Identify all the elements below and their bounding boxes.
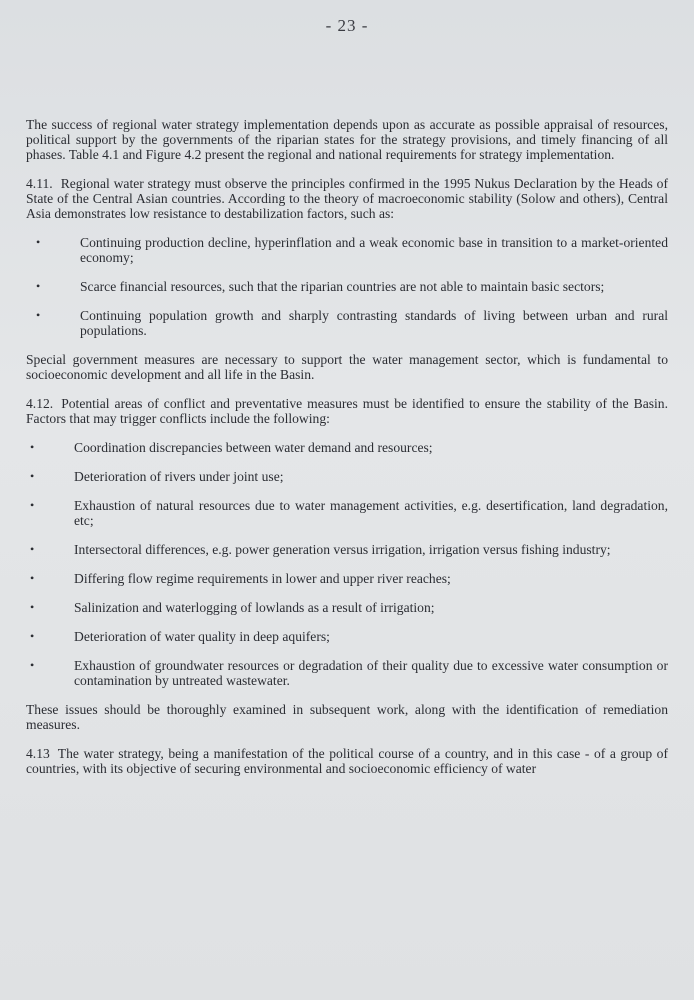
section-number: 4.13 [26, 746, 50, 761]
section-4-11 [26, 176, 668, 221]
list-item-text: Differing flow regime requirements in lower and upper river reaches; [74, 571, 451, 586]
bullet-list-4-12 [26, 440, 668, 688]
list-item [26, 440, 668, 455]
list-item [32, 235, 668, 265]
list-item-text: Continuing production decline, hyperinflation and a weak economic base in transition to a market-oriented economy; [80, 235, 668, 265]
bullet-icon: • [30, 658, 35, 672]
list-item-text: Deterioration of water quality in deep aquifers; [74, 629, 330, 644]
bullet-icon: • [36, 235, 41, 249]
list-item-text: Exhaustion of natural resources due to water management activities, e.g. desertification, land degradation, etc; [74, 498, 668, 528]
list-item-text: Deterioration of rivers under joint use; [74, 469, 284, 484]
bullet-icon: • [36, 279, 41, 293]
bullet-icon: • [30, 498, 35, 512]
bullet-icon: • [30, 542, 35, 556]
list-item [26, 571, 668, 586]
section-text: The water strategy, being a manifestation of the political course of a country, and in this case - of a group of countries, with its objective of securing environmental and socioeconomic efficiency of water [26, 746, 668, 776]
list-item-text: Coordination discrepancies between water demand and resources; [74, 440, 433, 455]
page-number: - 23 - [325, 16, 369, 35]
list-item-text: Exhaustion of groundwater resources or degradation of their quality due to excessive water consumption or contamination by untreated wastewater. [74, 658, 668, 688]
section-number: 4.11. [26, 176, 53, 191]
section-4-12-closing: These issues should be thoroughly examined in subsequent work, along with the identification of remediation measures. [26, 702, 668, 732]
section-4-13 [26, 746, 668, 776]
list-item [26, 542, 668, 557]
list-item [26, 600, 668, 615]
section-text: Regional water strategy must observe the principles confirmed in the 1995 Nukus Declaration by the Heads of State of the Central Asian countries. According to the theory of macroeconomic stability (Solow and others), Central Asia demonstrates low resistance to destabilization factors, such as: [26, 176, 668, 221]
bullet-icon: • [30, 571, 35, 585]
intro-paragraph: The success of regional water strategy implementation depends upon as accurate as possible appraisal of resources, political support by the governments of the riparian states for the strategy provisions, and timely financing of all phases. Table 4.1 and Figure 4.2 present the regional and national requirements for strategy implementation. [26, 117, 668, 162]
section-number: 4.12. [26, 396, 54, 411]
bullet-icon: • [30, 629, 35, 643]
list-item-text: Salinization and waterlogging of lowlands as a result of irrigation; [74, 600, 435, 615]
list-item [26, 629, 668, 644]
list-item [32, 279, 668, 294]
list-item-text: Continuing population growth and sharply contrasting standards of living between urban and rural populations. [80, 308, 668, 338]
document-body [26, 117, 668, 790]
section-4-11-closing: Special government measures are necessary to support the water management sector, which is fundamental to socioeconomic development and all life in the Basin. [26, 352, 668, 382]
bullet-icon: • [30, 600, 35, 614]
list-item-text: Intersectoral differences, e.g. power generation versus irrigation, irrigation versus fishing industry; [74, 542, 611, 557]
bullet-icon: • [30, 469, 35, 483]
list-item [26, 658, 668, 688]
bullet-icon: • [36, 308, 41, 322]
section-text: Potential areas of conflict and preventative measures must be identified to ensure the stability of the Basin. Factors that may trigger conflicts include the following: [26, 396, 668, 426]
list-item [32, 308, 668, 338]
list-item-text: Scarce financial resources, such that the riparian countries are not able to maintain basic sectors; [80, 279, 605, 294]
bullet-icon: • [30, 440, 35, 454]
list-item [26, 498, 668, 528]
bullet-list-4-11 [32, 235, 668, 338]
list-item [26, 469, 668, 484]
section-4-12 [26, 396, 668, 426]
